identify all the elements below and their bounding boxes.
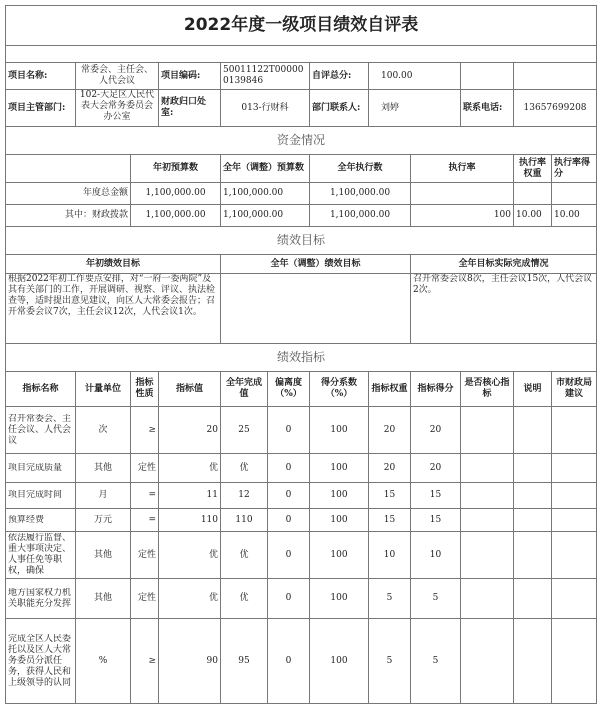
indicator-weight: 10 (369, 532, 411, 579)
empty-cell (552, 483, 597, 509)
funds-weight (514, 183, 552, 205)
table-row (6, 619, 597, 704)
indicator-unit: % (76, 619, 131, 704)
indicator-weight: 5 (369, 619, 411, 704)
indicator-header: 指标得分 (411, 372, 461, 407)
funds-header: 年初预算数 (131, 155, 221, 183)
indicator-nature: = (131, 483, 159, 509)
empty-cell (461, 532, 514, 579)
indicator-score: 10 (411, 532, 461, 579)
indicator-name (6, 454, 76, 483)
indicator-header: 说明 (514, 372, 552, 407)
indicator-coef: 100 (310, 407, 369, 454)
indicator-deviation: 0 (268, 454, 310, 483)
funds-header: 全年执行数 (310, 155, 411, 183)
indicator-score: 15 (411, 509, 461, 532)
indicator-unit: 其他 (76, 579, 131, 619)
indicator-actual: 优 (221, 532, 268, 579)
indicator-nature: 定性 (131, 454, 159, 483)
contact-label: 部门联系人: (310, 90, 369, 127)
page-title: 2022年度一级项目绩效自评表 (6, 6, 597, 46)
goals-header: 全年（调整）绩效目标 (221, 255, 411, 274)
indicator-header: 得分系数（%） (310, 372, 369, 407)
indicator-unit: 万元 (76, 509, 131, 532)
empty-cell (514, 483, 552, 509)
empty-cell (552, 619, 597, 704)
empty-cell (461, 63, 514, 90)
phone-label: 联系电话: (461, 90, 514, 127)
table-row (6, 509, 597, 532)
goals-actual: 召开常委会议8次，主任会议15次，人代会议2次。 (411, 274, 597, 344)
empty-cell (514, 509, 552, 532)
table-row (6, 579, 597, 619)
indicator-weight: 20 (369, 407, 411, 454)
empty-cell (552, 407, 597, 454)
indicator-target: 优 (159, 579, 221, 619)
indicator-name-text: 地方国家权力机关职能充分发挥 (8, 587, 72, 609)
empty-cell (514, 454, 552, 483)
indicator-nature: 定性 (131, 532, 159, 579)
table-row (6, 255, 597, 274)
indicator-coef: 100 (310, 579, 369, 619)
indicator-target: 110 (159, 509, 221, 532)
funds-executed: 1,100,000.00 (310, 205, 411, 227)
funds-weight: 10.00 (514, 205, 552, 227)
empty-cell (514, 532, 552, 579)
indicator-weight: 5 (369, 579, 411, 619)
empty-cell (552, 454, 597, 483)
funds-row-label: 其中：财政拨款 (6, 205, 131, 227)
funds-header: 执行率得分 (552, 155, 597, 183)
indicator-header: 是否核心指标 (461, 372, 514, 407)
empty-cell (514, 619, 552, 704)
table-row (6, 205, 597, 227)
goals-initial: 根据2022年初工作要点安排，对“一府一委两院”及其有关部门的工作，开展调研、视察、评议、执法检查等，适时提出意见建议，向区人大常委会报告；召开常委会议7次，主任会议12次，人代会议1次。 (6, 274, 221, 344)
indicators-section-title: 绩效指标 (6, 344, 597, 372)
table-row (6, 344, 597, 372)
empty-cell (461, 407, 514, 454)
indicator-score: 5 (411, 579, 461, 619)
indicator-actual: 12 (221, 483, 268, 509)
indicator-header: 指标名称 (6, 372, 76, 407)
indicator-coef: 100 (310, 619, 369, 704)
indicator-score: 20 (411, 407, 461, 454)
indicator-coef: 100 (310, 483, 369, 509)
empty-cell (6, 155, 131, 183)
empty-cell (461, 483, 514, 509)
funds-initial: 1,100,000.00 (131, 183, 221, 205)
goals-adjusted (221, 274, 411, 344)
indicator-unit: 次 (76, 407, 131, 454)
indicator-header: 市财政局建议 (552, 372, 597, 407)
indicator-name-text: 预算经费 (8, 514, 45, 525)
indicator-name (6, 509, 76, 532)
funds-adjusted: 1,100,000.00 (221, 205, 310, 227)
indicator-header: 计量单位 (76, 372, 131, 407)
table-row (6, 532, 597, 579)
indicator-name (6, 579, 76, 619)
indicator-name (6, 619, 76, 704)
goals-header: 年初绩效目标 (6, 255, 221, 274)
project-name-label: 项目名称: (6, 63, 76, 90)
empty-cell (552, 509, 597, 532)
indicator-actual: 优 (221, 579, 268, 619)
indicator-coef: 100 (310, 454, 369, 483)
table-row (6, 407, 597, 454)
funds-score (552, 183, 597, 205)
funds-header: 执行率权重 (514, 155, 552, 183)
indicator-nature: 定性 (131, 579, 159, 619)
self-evaluation-table (5, 5, 597, 704)
funds-initial: 1,100,000.00 (131, 205, 221, 227)
indicator-header: 全年完成值 (221, 372, 268, 407)
indicator-weight: 15 (369, 509, 411, 532)
indicator-deviation: 0 (268, 579, 310, 619)
empty-cell (461, 454, 514, 483)
indicator-name-text: 完成全区人民委托以及区人大常务委员分派任务，获得人民和上级领导的认同 (8, 633, 72, 688)
indicator-deviation: 0 (268, 619, 310, 704)
indicator-target: 20 (159, 407, 221, 454)
funds-executed: 1,100,000.00 (310, 183, 411, 205)
indicator-name-text: 项目完成时间 (8, 490, 63, 500)
funds-row-label: 年度总金额 (6, 183, 131, 205)
indicator-actual: 25 (221, 407, 268, 454)
indicator-target: 90 (159, 619, 221, 704)
indicator-deviation: 0 (268, 407, 310, 454)
indicator-weight: 15 (369, 483, 411, 509)
phone: 13657699208 (514, 90, 597, 127)
funds-rate (411, 183, 514, 205)
project-code: 50011122T000000139846 (221, 63, 310, 90)
indicator-header: 指标性质 (131, 372, 159, 407)
indicator-name (6, 532, 76, 579)
indicator-name-text: 项目完成质量 (8, 462, 63, 473)
funds-rate: 100 (411, 205, 514, 227)
empty-cell (514, 579, 552, 619)
indicator-unit: 其他 (76, 532, 131, 579)
table-row (6, 454, 597, 483)
table-row (6, 372, 597, 407)
indicator-nature: ≥ (131, 407, 159, 454)
indicator-name-text: 召开常委会、主任会议、人代会议 (8, 413, 72, 446)
funds-adjusted: 1,100,000.00 (221, 183, 310, 205)
indicator-deviation: 0 (268, 483, 310, 509)
indicator-actual: 110 (221, 509, 268, 532)
indicator-score: 15 (411, 483, 461, 509)
finance-office-label: 财政归口处室: (159, 90, 221, 127)
goals-section-title: 绩效目标 (6, 227, 597, 255)
indicator-name (6, 407, 76, 454)
table-row (6, 183, 597, 205)
indicator-actual: 95 (221, 619, 268, 704)
indicator-score: 20 (411, 454, 461, 483)
total-score: 100.00 (369, 63, 461, 90)
indicator-coef: 100 (310, 532, 369, 579)
indicator-target: 11 (159, 483, 221, 509)
empty-cell (552, 579, 597, 619)
indicator-weight: 20 (369, 454, 411, 483)
indicator-nature: ≥ (131, 619, 159, 704)
contact: 刘婷 (369, 90, 461, 127)
indicator-header: 偏离度（%） (268, 372, 310, 407)
indicator-deviation: 0 (268, 509, 310, 532)
indicator-target: 优 (159, 532, 221, 579)
indicator-unit: 其他 (76, 454, 131, 483)
indicator-nature: = (131, 509, 159, 532)
empty-cell (552, 532, 597, 579)
funds-header: 执行率 (411, 155, 514, 183)
indicator-coef: 100 (310, 509, 369, 532)
blank-row (6, 46, 597, 63)
empty-cell (514, 63, 597, 90)
finance-office: 013-行财科 (221, 90, 310, 127)
indicator-unit: 月 (76, 483, 131, 509)
project-code-label: 项目编码: (159, 63, 221, 90)
funds-header: 全年（调整）预算数 (221, 155, 310, 183)
funds-section-title: 资金情况 (6, 127, 597, 155)
total-score-label: 自评总分: (310, 63, 369, 90)
indicator-name (6, 483, 76, 509)
indicator-header: 指标权重 (369, 372, 411, 407)
dept-label: 项目主管部门: (6, 90, 76, 127)
empty-cell (461, 579, 514, 619)
indicator-header: 指标值 (159, 372, 221, 407)
indicator-target: 优 (159, 454, 221, 483)
empty-cell (461, 619, 514, 704)
funds-score: 10.00 (552, 205, 597, 227)
table-row (6, 227, 597, 255)
table-row (6, 274, 597, 344)
empty-cell (514, 407, 552, 454)
indicator-name-text: 依法履行监督、重大事项决定、人事任免等职权，确保 (8, 533, 72, 576)
indicator-deviation: 0 (268, 532, 310, 579)
empty-cell (461, 509, 514, 532)
project-name: 常委会、主任会、人代会议 (76, 63, 159, 90)
dept: 102-大足区人民代表大会常务委员会办公室 (79, 90, 155, 122)
indicator-actual: 优 (221, 454, 268, 483)
indicator-score: 5 (411, 619, 461, 704)
goals-header: 全年目标实际完成情况 (411, 255, 597, 274)
table-row (6, 483, 597, 509)
